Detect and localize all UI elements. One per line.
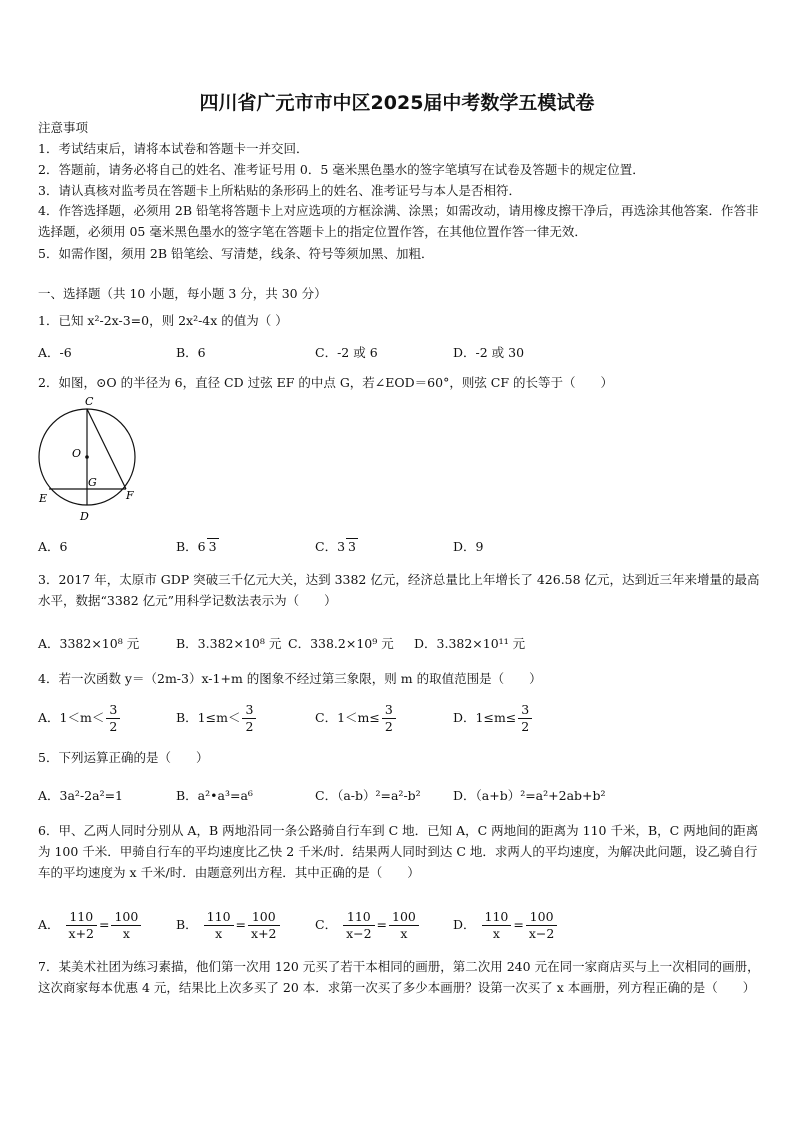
label-o: O — [72, 447, 82, 460]
question-2-stem: 2．如图，⊙O 的半径为 6，直径 CD 过弦 EF 的中点 G，若∠EOD＝60°，则弦 CF 的长等于（ ） — [38, 375, 614, 390]
notice-item: 5．如需作图，须用 2B 铅笔绘、写清楚，线条、符号等须加黑、加粗． — [38, 246, 434, 261]
notice-item: 1．考试结束后，请将本试卷和答题卡一并交回． — [38, 141, 309, 156]
q1-option-d: D．-2 或 30 — [453, 345, 525, 360]
q6-option-d: D． $\frac{110}{x}$ = $\frac{100}{x-2}$ — [453, 909, 559, 942]
q5-option-b: B．a²•a³=a⁶ — [176, 788, 253, 803]
q1-option-c: C．-2 或 6 — [315, 345, 378, 360]
q3-option-c: C．338.2×10⁹ 元 — [288, 636, 394, 651]
notice-item: 3．请认真核对监考员在答题卡上所粘贴的条形码上的姓名、准考证号与本人是否相符． — [38, 183, 521, 198]
q4-option-b: B．1≤m＜ $\frac{3}{2}$ — [176, 702, 258, 735]
notice-item: 4．作答选择题，必须用 2B 铅笔将答题卡上对应选项的方框涂满、涂黑；如需改动，请用橡皮擦干净后，再选涂其他答案．作答非选择题，必须用 05 毫米黑色墨水的签字笔在答题卡上的指定位置作答，在其他位置作答一律无效． — [38, 203, 759, 239]
q5-option-c: C．（a-b）²=a²-b² — [315, 788, 421, 803]
q3-option-b: B．3.382×10⁸ 元 — [176, 636, 282, 651]
q1-option-a: A．-6 — [38, 345, 72, 360]
question-7-stem: 7．某美术社团为练习素描，他们第一次用 120 元买了若干本相同的画册，第二次用 240 元在同一家商店买与上一次相同的画册，这次商家每本优惠 4 元，结果比上次多买了 20 本．求第一次买了多少本画册？设第一次买了 x 本画册，列方程正确的是（ ） — [38, 959, 760, 995]
label-c: C — [85, 395, 94, 408]
notice-item: 2．答题前，请务必将自己的姓名、准考证号用 0．5 毫米黑色墨水的签字笔填写在试卷及答题卡的规定位置． — [38, 162, 645, 177]
q3-option-d: D．3.382×10¹¹ 元 — [414, 636, 526, 651]
q6-option-b: B． $\frac{110}{x}$ = $\frac{100}{x+2}$ — [176, 909, 282, 942]
question-3-stem: 3．2017 年，太原市 GDP 突破三千亿元大关，达到 3382 亿元，经济总量比上年增长了 426.58 亿元，达到近三年来增量的最高水平，数据“3382 亿元”用科学记数法表示为（ ） — [38, 572, 760, 608]
q5-option-a: A．3a²-2a²=1 — [38, 788, 124, 803]
q5-option-d: D．（a+b）²=a²+2ab+b² — [453, 788, 606, 803]
question-1-stem: 1．已知 x²-2x-3=0，则 2x²-4x 的值为（ ） — [38, 313, 288, 328]
q6-option-a: A． $\frac{110}{x+2}$ = $\frac{100}{x}$ — [38, 909, 143, 942]
q2-option-b: B．6 3 — [176, 539, 217, 554]
label-e: E — [39, 492, 48, 505]
question-4-stem: 4．若一次函数 y＝（2m-3）x-1+m 的图象不经过第三象限，则 m 的取值范围是（ ） — [38, 671, 542, 686]
label-f: F — [126, 489, 134, 502]
question-6-stem: 6．甲、乙两人同时分别从 A，B 两地沿同一条公路骑自行车到 C 地．已知 A，C 两地间的距离为 110 千米，B，C 两地间的距离为 100 千米．甲骑自行车的平均速度比乙快 2 千米/时．结果两人同时到达 C 地．求两人的平均速度，为解决此问题，设乙骑自行车的平均速度为 x 千米/时．由题意列出方程．其中正确的是（ ） — [38, 823, 759, 880]
q3-option-a: A．3382×10⁸ 元 — [38, 636, 140, 651]
label-d: D — [80, 510, 89, 523]
q2-option-c: C．3 3 — [315, 539, 356, 554]
q2-option-a: A．6 — [38, 539, 68, 554]
q1-option-b: B．6 — [176, 345, 206, 360]
q4-option-a: A．1＜m＜ $\frac{3}{2}$ — [38, 702, 122, 735]
q4-option-c: C．1＜m≤ $\frac{3}{2}$ — [315, 702, 398, 735]
q6-option-c: C． $\frac{110}{x-2}$ = $\frac{100}{x}$ — [315, 909, 421, 942]
q4-option-d: D．1≤m≤ $\frac{3}{2}$ — [453, 702, 534, 735]
label-g: G — [88, 476, 97, 489]
page-title: 四川省广元市市中区2025届中考数学五模试卷 — [199, 92, 595, 114]
section-heading: 一、选择题（共 10 小题，每小题 3 分，共 30 分） — [38, 286, 327, 301]
question-5-stem: 5．下列运算正确的是（ ） — [38, 750, 209, 765]
notice-heading: 注意事项 — [38, 120, 89, 135]
q2-option-d: D．9 — [453, 539, 484, 554]
circle-geometry-figure — [36, 395, 140, 525]
